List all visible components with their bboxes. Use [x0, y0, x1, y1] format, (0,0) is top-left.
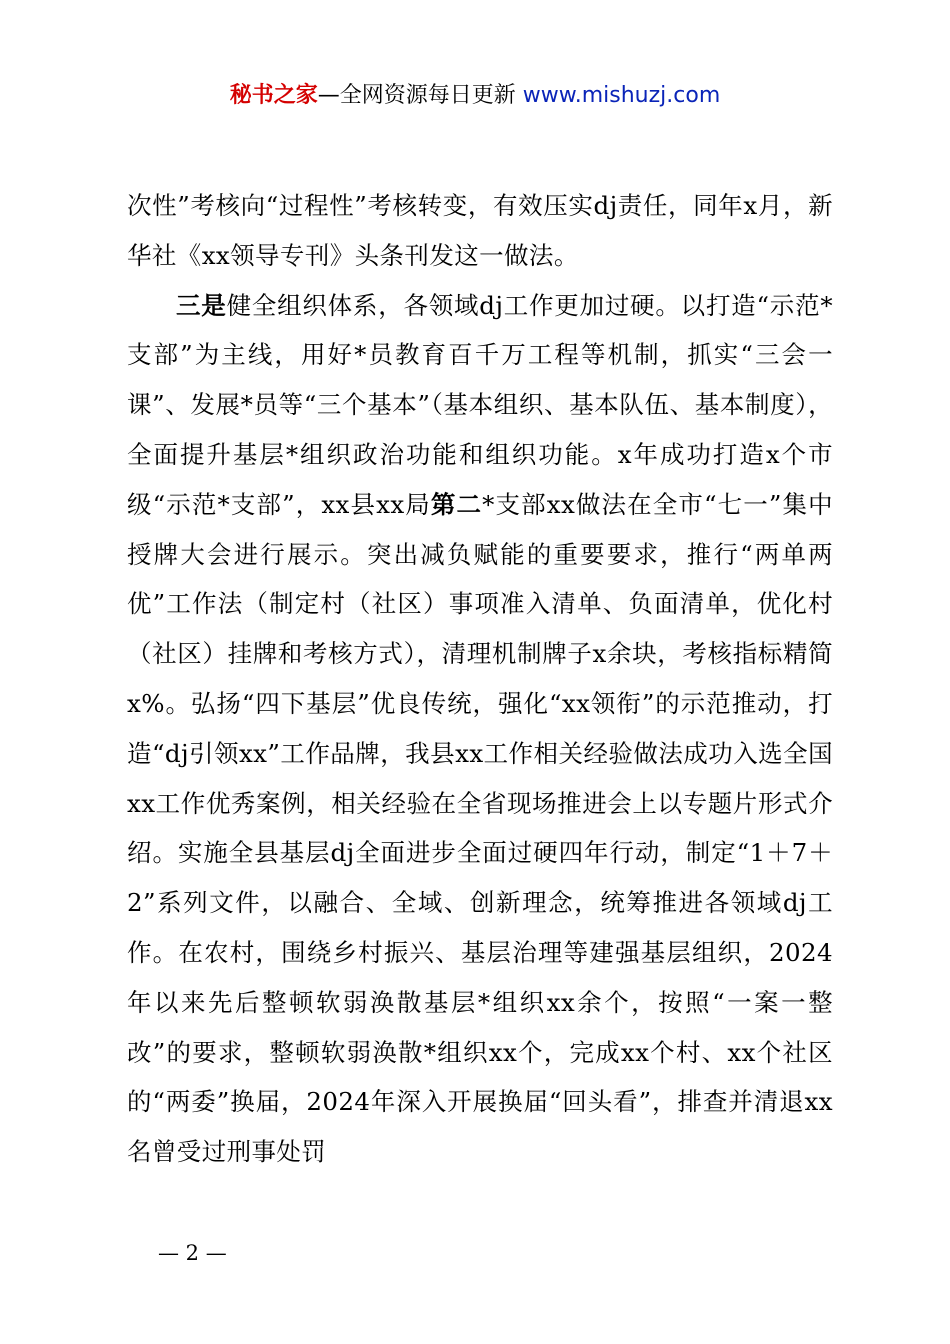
paragraph-text-part-2: *支部xx做法在全市“七一”集中授牌大会进行展示。突出减负赋能的重要要求，推行“两单两优”工作法（制定村（社区）事项准入清单、负面清单，优化村（社区）挂牌和考核方式），清理机制牌子x余块，考核指标精简x%。弘扬“四下基层”优良传统，强化“xx领衔”的示范推动，打造“dj引领xx”工作品牌，我县xx工作相关经验做法成功入选全国xx工作优秀案例，相关经验在全省现场推进会上以专题片形式介绍。实施全县基层dj全面进步全面过硬四年行动，制定“1＋7＋2”系列文件，以融合、全域、创新理念，统筹推进各领域dj工作。在农村，围绕乡村振兴、基层治理等建强基层组织，2024年以来先后整顿软弱涣散基层*组织xx余个，按照“一案一整改”的要求，整顿软弱涣散*组织xx个，完成xx个村、xx个社区的“两委”换届，2024年深入开展换届“回头看”，排查并清退xx名曾受过刑事处罚: [127, 489, 833, 1167]
paragraph-text-part-1: 健全组织体系，各领域dj工作更加过硬。以打造“示范*支部”为主线，用好*员教育百千万工程等机制，抓实“三会一课”、发展*员等“三个基本”（基本组织、基本队伍、基本制度），全面提升基层*组织政治功能和组织功能。x年成功打造x个市级“示范*支部”，xx县xx局: [127, 290, 834, 519]
paragraph-organization-system: [127, 281, 833, 1177]
inline-bold-text: 第二: [430, 489, 483, 519]
paragraph-continuation: 次性”考核向“过程性”考核转变，有效压实dj责任，同年x月，新华社《xx领导专刊》头条刊发这一做法。: [127, 191, 833, 270]
brand-slogan: —全网资源每日更新: [317, 83, 516, 108]
site-url: www.mishuzj.com: [522, 83, 721, 108]
document-body: [127, 181, 833, 1177]
site-watermark-header: [0, 80, 950, 112]
paragraph-lead-bold: 三是: [176, 290, 227, 320]
page-number: — 2 —: [158, 1241, 227, 1265]
brand-name: 秘书之家: [229, 83, 318, 108]
